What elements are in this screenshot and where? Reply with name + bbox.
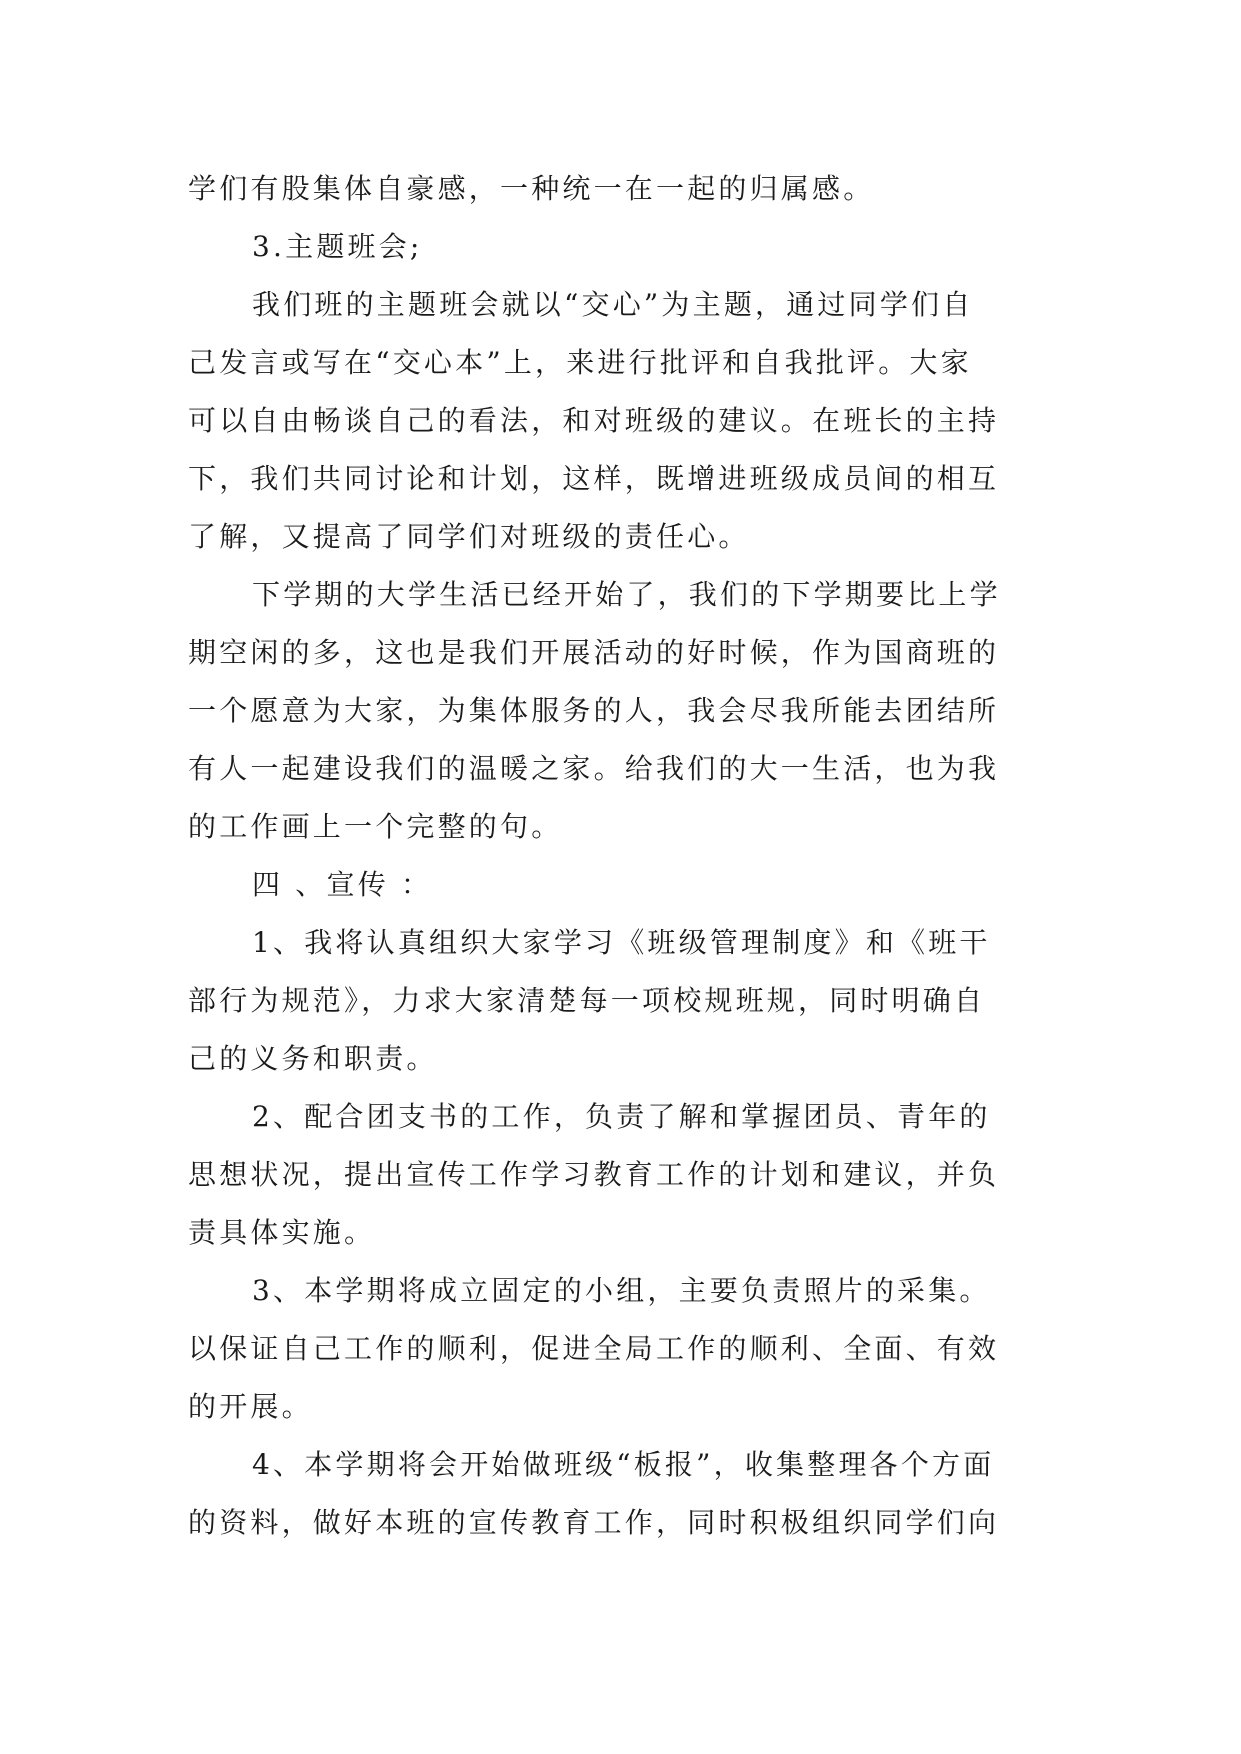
text-line: 下，我们共同讨论和计划，这样，既增进班级成员间的相互 <box>188 462 1000 495</box>
document-body <box>188 160 1054 1552</box>
text-line: 4、本学期将会开始做班级“板报”，收集整理各个方面 <box>252 1448 995 1481</box>
text-line: 有人一起建设我们的温暖之家。给我们的大一生活，也为我 <box>188 752 1000 785</box>
text-line: 1、我将认真组织大家学习《班级管理制度》和《班干 <box>252 926 991 959</box>
text-line: 下学期的大学生活已经开始了，我们的下学期要比上学 <box>252 578 1001 611</box>
text-line: 我们班的主题班会就以“交心”为主题，通过同学们自 <box>252 288 974 321</box>
text-line: 己的义务和职责。 <box>188 1042 438 1075</box>
text-line: 部行为规范》，力求大家清楚每一项校规班规，同时明确自 <box>188 984 986 1017</box>
text-line: 2、配合团支书的工作，负责了解和掌握团员、青年的 <box>252 1100 991 1133</box>
text-line: 的工作画上一个完整的句。 <box>188 810 563 843</box>
text-line: 一个愿意为大家，为集体服务的人，我会尽我所能去团结所 <box>188 694 1000 727</box>
text-line: 期空闲的多，这也是我们开展活动的好时候，作为国商班的 <box>188 636 1000 669</box>
text-line: 可以自由畅谈自己的看法，和对班级的建议。在班长的主持 <box>188 404 1000 437</box>
text-line: 3.主题班会; <box>252 230 423 263</box>
text-line: 3、本学期将成立固定的小组，主要负责照片的采集。 <box>252 1274 991 1307</box>
text-line: 的开展。 <box>188 1390 313 1423</box>
text-line: 学们有股集体自豪感，一种统一在一起的归属感。 <box>188 172 875 205</box>
text-line: 了解，又提高了同学们对班级的责任心。 <box>188 520 750 553</box>
text-line: 思想状况，提出宣传工作学习教育工作的计划和建议，并负 <box>188 1158 1000 1191</box>
text-line: 四 、宣传 ： <box>252 868 433 901</box>
text-line: 的资料，做好本班的宣传教育工作，同时积极组织同学们向 <box>188 1506 1000 1539</box>
text-line: 己发言或写在“交心本”上，来进行批评和自我批评。大家 <box>188 346 972 379</box>
text-line: 责具体实施。 <box>188 1216 376 1249</box>
text-line: 以保证自己工作的顺利，促进全局工作的顺利、全面、有效 <box>188 1332 1000 1365</box>
